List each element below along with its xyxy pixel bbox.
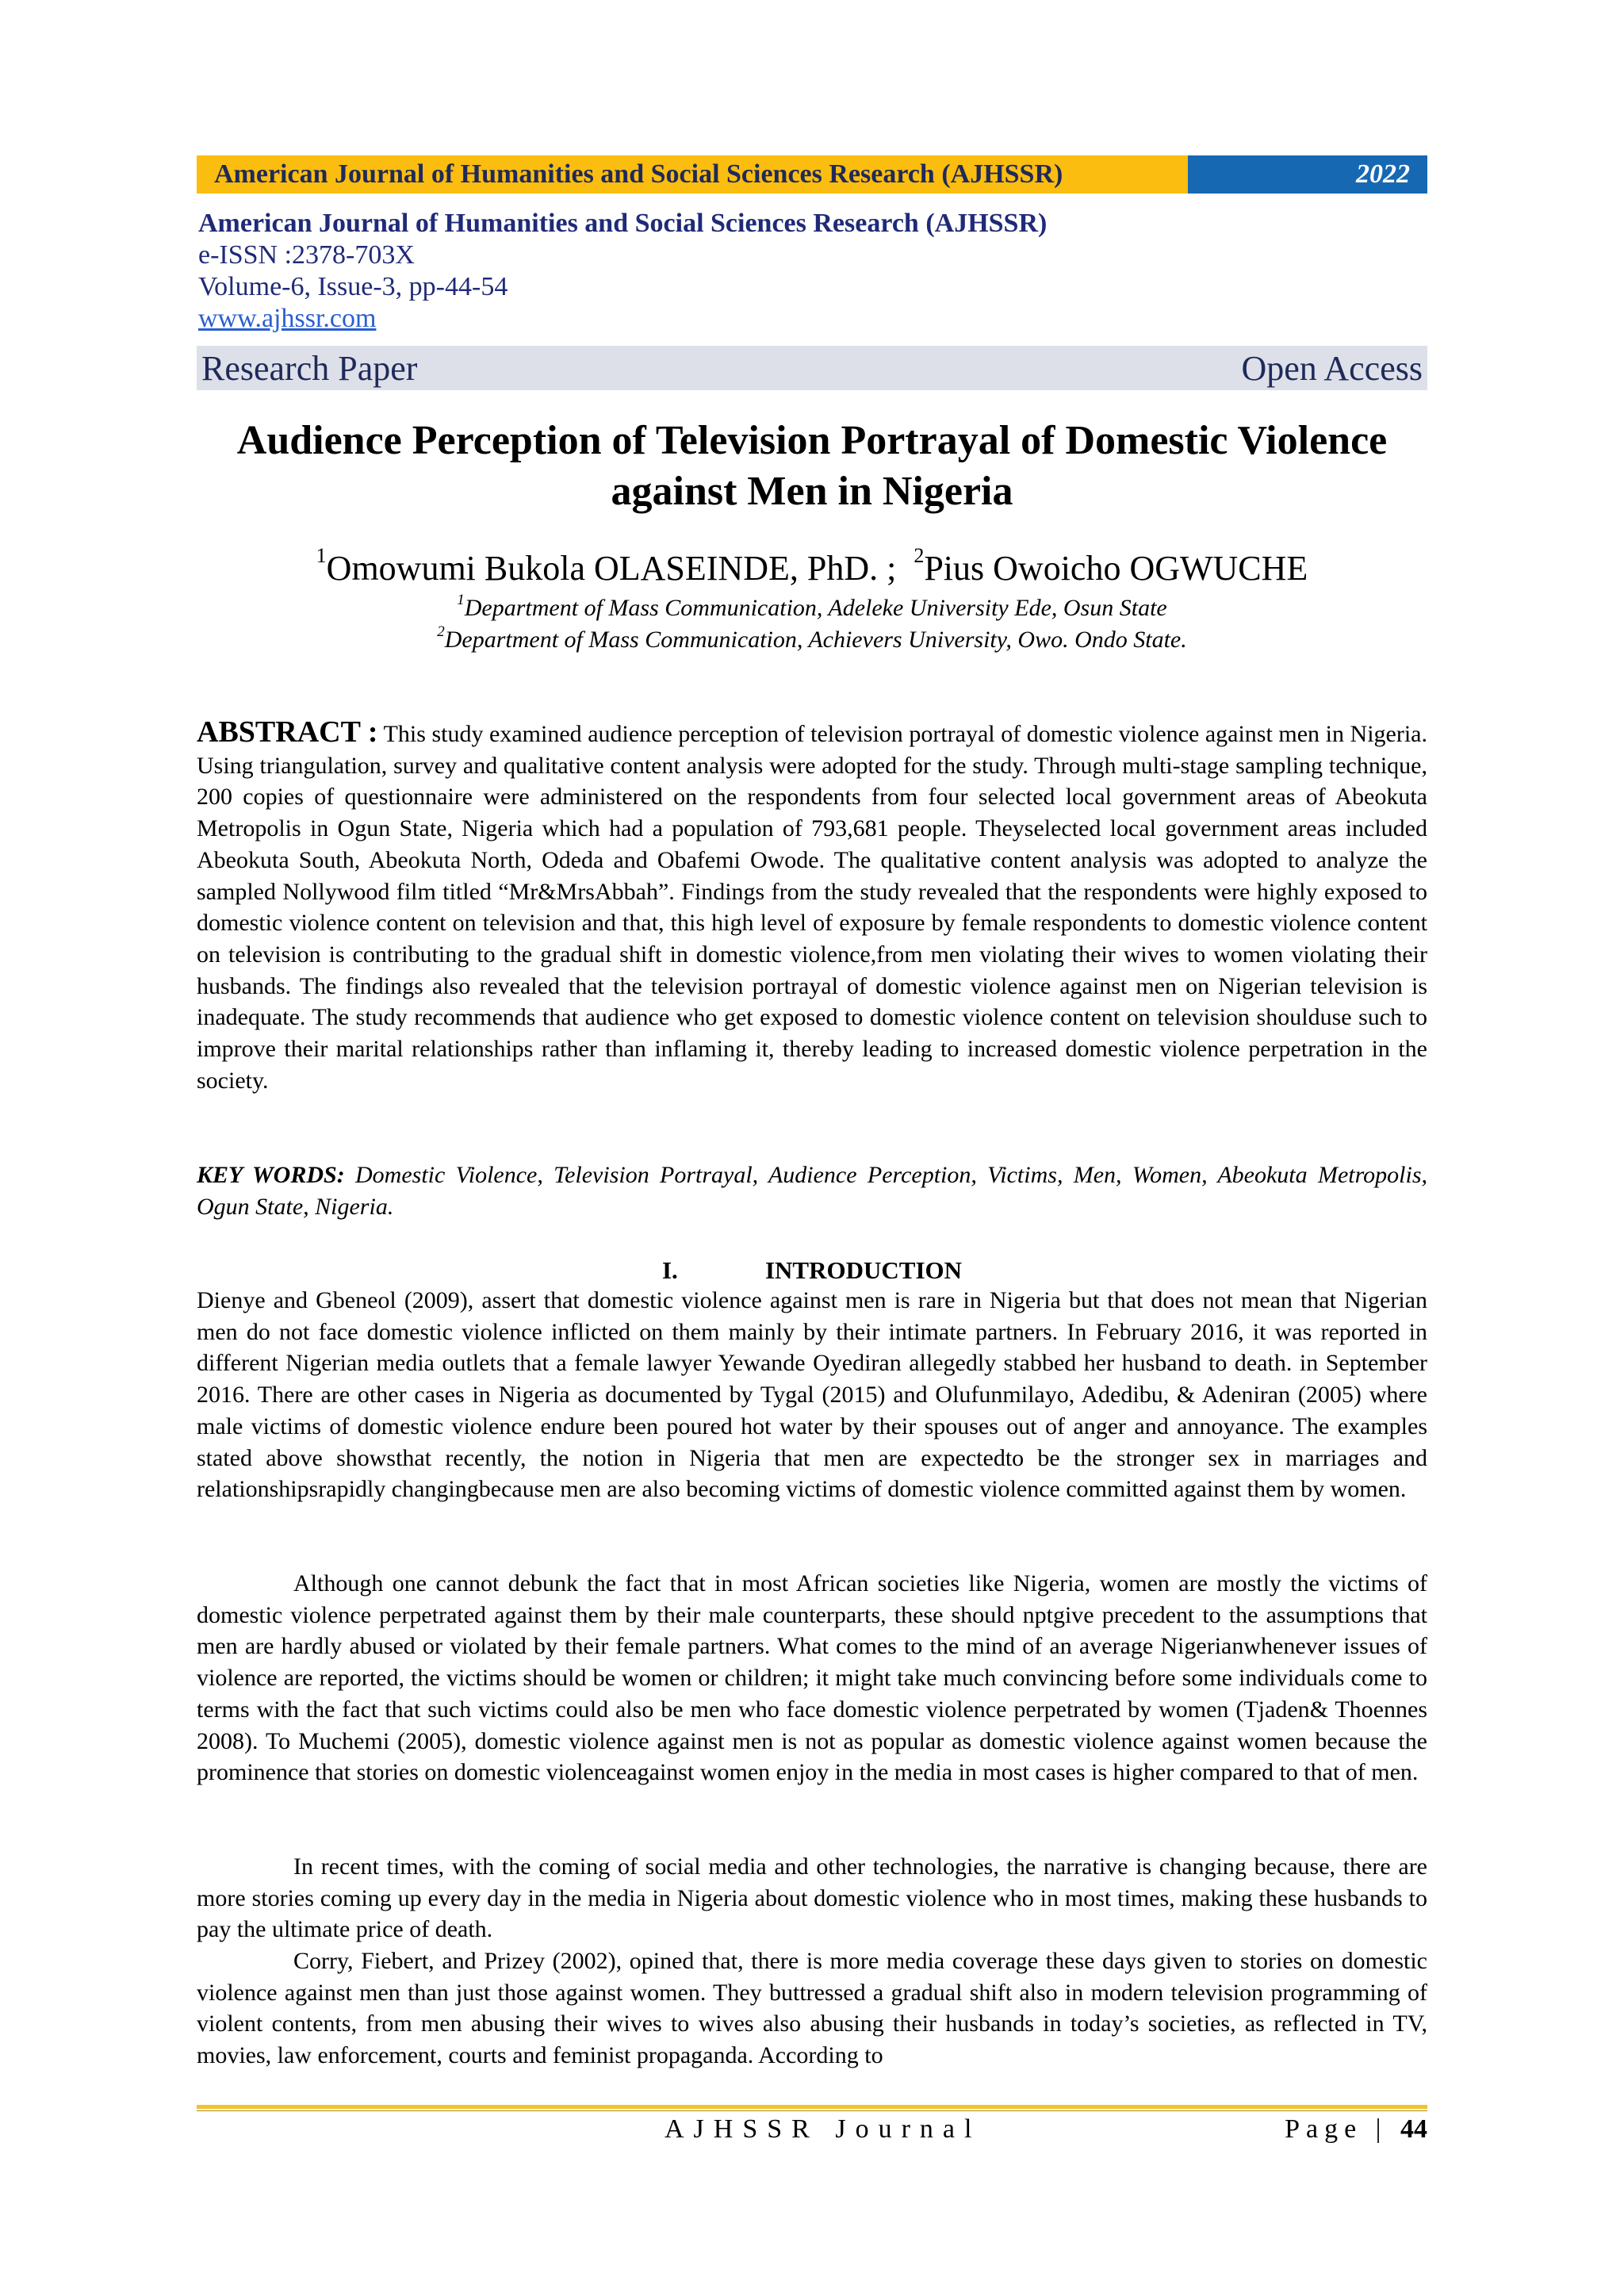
paragraph-3: In recent times, with the coming of social media and other technologies, the narrative is changing because, there are more stories coming up every day in the media in Nigeria about domestic violence who in most times, making these husbands to pay the ultimate price of death. bbox=[197, 1853, 1427, 1943]
journal-banner bbox=[197, 155, 1427, 194]
footer-page-number: 44 bbox=[1400, 2114, 1427, 2144]
abstract-text: This study examined audience perception of television portrayal of domestic violence against men in Nigeria. Using triangulation, survey and qualitative content analysis were adopted for the study. Through multi-stage sampling technique, 200 copies of questionnaire were administered on the respondents from four selected local government areas of Abeokuta Metropolis in Ogun State, Nigeria which had a population of 793,681 people. Theyselected local government areas included Abeokuta South, Abeokuta North, Odeda and Obafemi Owode. The qualitative content analysis was adopted to analyze the sampled Nollywood film titled “Mr&MrsAbbah”. Findings from the study revealed that the respondents were highly exposed to domestic violence content on television and that, this high level of exposure by female respondents to domestic violence content on television is contributing to the gradual shift in domestic violence,from men violating their wives to women violating their husbands. The findings also revealed that the television portrayal of domestic violence against men on Nigerian television is inadequate. The study recommends that audience who get exposed to domestic violence content on television shoulduse such to improve their marital relationships rather than inflaming it, thereby leading to increased domestic violence perpetration in the society. bbox=[197, 721, 1427, 1094]
abstract-label: ABSTRACT : bbox=[197, 715, 378, 749]
affiliation-2 bbox=[197, 623, 1427, 654]
title-line-2: against Men in Nigeria bbox=[611, 469, 1013, 514]
meta-volume: Volume-6, Issue-3, pp-44-54 bbox=[198, 272, 508, 301]
paragraph-2: Although one cannot debunk the fact that in most African societies like Nigeria, women are mostly the victims of domestic violence perpetrated against them by their male counterparts, these should nptgive precedent to the assumptions that men are hardly abused or violated by their female partners. What comes to the mind of an average Nigerianwhenever issues of violence are reported, the victims should be women or children; it might take much convincing before some individuals come to terms with the fact that such victims could also be men who face domestic violence perpetrated by women (Tjaden& Thoennes 2008). To Muchemi (2005), domestic violence against men is not as popular as domestic violence against women because the prominence that stories on domestic violenceagainst women enjoy in the media in most cases is higher compared to that of men. bbox=[197, 1570, 1427, 1786]
title-line-1: Audience Perception of Television Portrayal of Domestic Violence bbox=[236, 418, 1388, 463]
affiliation-2-text: Department of Mass Communication, Achievers University, Owo. Ondo State. bbox=[444, 627, 1187, 653]
access-type-label: Open Access bbox=[1241, 348, 1423, 388]
footer-rule bbox=[197, 2105, 1427, 2109]
authors-line bbox=[197, 544, 1427, 588]
keywords-text: Domestic Violence, Television Portrayal, Audience Perception, Victims, Men, Women, Abeokuta Metropolis, Ogun State, Nigeria. bbox=[197, 1162, 1427, 1220]
keywords bbox=[197, 1159, 1427, 1222]
author-1: Omowumi Bukola OLASEINDE, PhD. ; bbox=[326, 549, 897, 588]
footer-rule-thin bbox=[197, 2110, 1427, 2111]
author-2-marker: 2 bbox=[914, 544, 925, 567]
affiliation-1-marker: 1 bbox=[457, 592, 465, 608]
paragraph-4: Corry, Fiebert, and Prizey (2002), opined that, there is more media coverage these days given to stories on domestic violence against men than just those against women. They buttressed a gradual shift also in modern television programming of violent contents, from men abusing their wives to wives also abusing their husbands in today’s societies, as reflected in TV, movies, law enforcement, courts and feminist propaganda. According to bbox=[197, 1948, 1427, 2069]
section-title: INTRODUCTION bbox=[764, 1256, 963, 1284]
footer-journal: AJHSSR Journal bbox=[665, 2114, 982, 2144]
paper-type-bar bbox=[197, 346, 1427, 390]
footer-page bbox=[1285, 2114, 1427, 2145]
paper-title bbox=[197, 416, 1427, 517]
banner-year: 2022 bbox=[1188, 155, 1427, 194]
author-1-marker: 1 bbox=[316, 544, 327, 567]
meta-website-link[interactable]: www.ajhssr.com bbox=[198, 304, 377, 333]
affiliation-1 bbox=[197, 592, 1427, 622]
affiliation-1-text: Department of Mass Communication, Adeleke University Ede, Osun State bbox=[464, 595, 1167, 621]
meta-journal-name: American Journal of Humanities and Social Sciences Research (AJHSSR) bbox=[198, 209, 1048, 238]
paper-type-label: Research Paper bbox=[201, 348, 418, 388]
meta-eissn: e-ISSN :2378-703X bbox=[198, 240, 415, 270]
journal-meta bbox=[198, 208, 1047, 335]
section-number: I. bbox=[661, 1256, 678, 1284]
keywords-label: KEY WORDS: bbox=[197, 1162, 345, 1188]
banner-journal-title: American Journal of Humanities and Social Sciences Research (AJHSSR) bbox=[197, 155, 1188, 194]
paragraph-1: Dienye and Gbeneol (2009), assert that domestic violence against men is rare in Nigeria but that does not mean that Nigerian men do not face domestic violence inflicted on them mainly by their intimate partners. In February 2016, it was reported in different Nigerian media outlets that a female lawyer Yewande Oyediran allegedly stabbed her husband to death. in September 2016. There are other cases in Nigeria as documented by Tygal (2015) and Olufunmilayo, Adedibu, & Adeniran (2005) where male victims of domestic violence endure been poured hot water by their spouses out of anger and annoyance. The examples stated above showsthat recently, the notion in Nigeria that men are expectedto be the stronger sex in marriages and relationshipsrapidly changingbecause men are also becoming victims of domestic violence committed against them by women. bbox=[197, 1287, 1427, 1503]
section-heading bbox=[197, 1256, 1427, 1285]
footer-page-label: Page | bbox=[1285, 2114, 1388, 2144]
affiliation-2-marker: 2 bbox=[437, 623, 445, 640]
page-footer bbox=[197, 2114, 1427, 2149]
abstract bbox=[197, 717, 1427, 1096]
author-2: Pius Owoicho OGWUCHE bbox=[924, 549, 1308, 588]
